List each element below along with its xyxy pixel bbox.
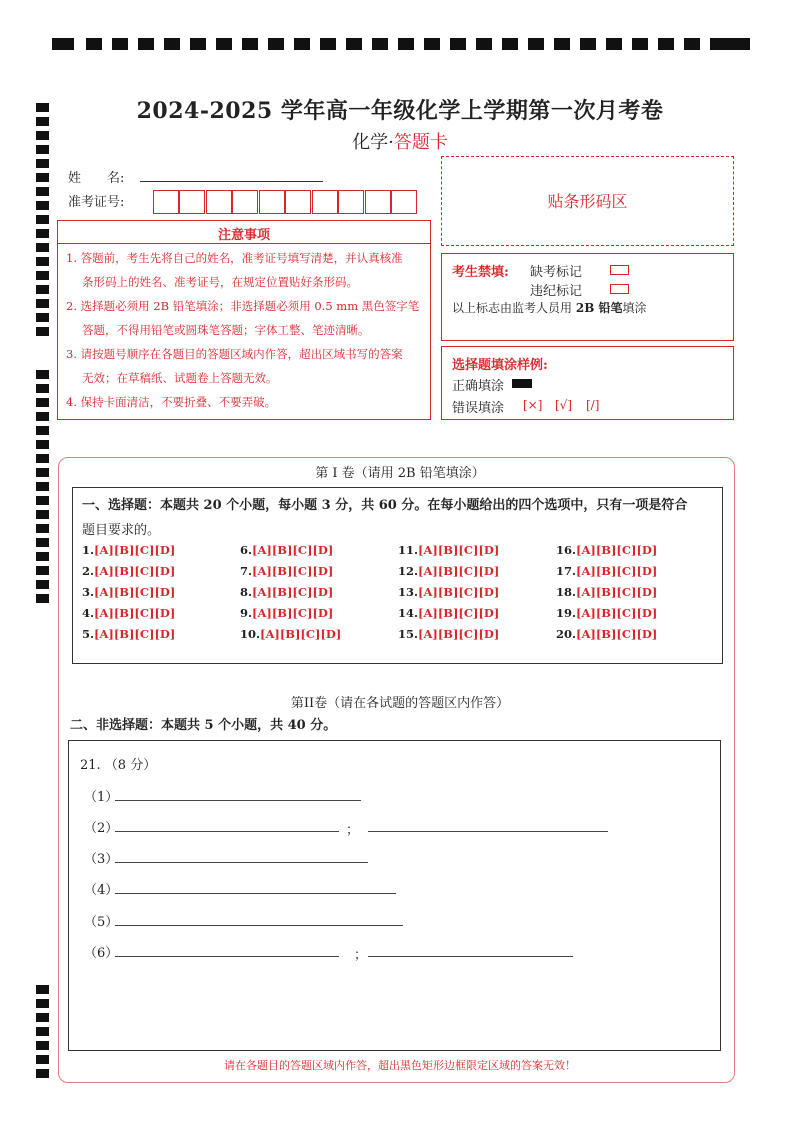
question-9[interactable]: 9.[A][B][C][D] (240, 606, 334, 620)
absent-mark-label: 缺考标记 (530, 265, 583, 280)
wrong-mark-3: [/] (586, 398, 600, 412)
choice-instruction-line2: 题目要求的。 (82, 523, 161, 538)
violation-mark-box[interactable] (610, 284, 629, 294)
question-12[interactable]: 12.[A][B][C][D] (398, 564, 500, 578)
wrong-mark-1: [×] (523, 398, 543, 412)
question-7[interactable]: 7.[A][B][C][D] (240, 564, 334, 578)
question-19[interactable]: 19.[A][B][C][D] (556, 606, 658, 620)
notice-item-4: 4. 保持卡面清洁，不要折叠、不要弄破。 (66, 395, 277, 409)
question-15[interactable]: 15.[A][B][C][D] (398, 627, 500, 641)
subtitle-answer-card: 答题卡 (393, 132, 448, 153)
q21-sub3-label: （3） (84, 852, 119, 867)
question-18[interactable]: 18.[A][B][C][D] (556, 585, 658, 599)
q21-sub6-separator: ； (354, 948, 368, 963)
q21-sub1-answer-line[interactable] (115, 800, 361, 801)
part2-title: 第II卷（请在各试题的答题区内作答） (290, 696, 510, 711)
question-6[interactable]: 6.[A][B][C][D] (240, 543, 334, 557)
question-3[interactable]: 3.[A][B][C][D] (82, 585, 176, 599)
absent-mark-box[interactable] (610, 265, 629, 275)
choice-instruction-line1: 一、选择题：本题共 20 个小题，每小题 3 分，共 60 分。在每小题给出的四个选项中，只有一项是符合 (82, 498, 688, 513)
question-17[interactable]: 17.[A][B][C][D] (556, 564, 658, 578)
answer-area-footer-warning: 请在各题目的答题区域内作答，超出黑色矩形边框限定区域的答案无效！ (224, 1059, 576, 1072)
q21-sub6-answer-line-b[interactable] (368, 956, 573, 957)
q21-sub5-label: （5） (84, 915, 119, 930)
q21-sub4-answer-line[interactable] (115, 893, 396, 894)
barcode-area (441, 156, 734, 246)
wrong-fill-label: 错误填涂 (452, 401, 505, 416)
question-21-box (68, 740, 721, 1051)
name-field[interactable] (140, 181, 323, 182)
question-1[interactable]: 1.[A][B][C][D] (82, 543, 176, 557)
correct-fill-mark (512, 379, 532, 388)
question-13[interactable]: 13.[A][B][C][D] (398, 585, 500, 599)
sample-title: 选择题填涂样例: (452, 358, 548, 373)
q21-sub4-label: （4） (84, 883, 119, 898)
question-16[interactable]: 16.[A][B][C][D] (556, 543, 658, 557)
notice-title: 注意事项 (217, 228, 270, 243)
q21-sub2-answer-line-a[interactable] (115, 831, 339, 832)
forbidden-note: 以上标志由监考人员用 2B 铅笔填涂 (452, 301, 647, 315)
question-10[interactable]: 10.[A][B][C][D] (240, 627, 342, 641)
question-11[interactable]: 11.[A][B][C][D] (398, 543, 500, 557)
question-21-heading: 21. （8 分） (80, 758, 157, 773)
notice-item-1: 1. 答题前，考生先将自己的姓名，准考证号填写清楚，并认真核准 条形码上的姓名、准考证号，在规定位置贴好条形码。 (66, 251, 403, 289)
q21-sub2-separator: ； (346, 823, 360, 838)
question-14[interactable]: 14.[A][B][C][D] (398, 606, 500, 620)
notice-item-3: 3. 请按题号顺序在各题目的答题区域内作答，超出区域书写的答案 无效；在草稿纸、试题卷上答题无效。 (66, 347, 403, 385)
forbidden-title: 考生禁填: (452, 265, 509, 280)
part1-title: 第 I 卷（请用 2B 铅笔填涂） (315, 466, 485, 481)
name-label: 姓 名: (68, 171, 125, 186)
subtitle-subject: 化学· (352, 132, 394, 153)
wrong-mark-2: [√] (555, 398, 573, 412)
violation-mark-label: 违纪标记 (530, 284, 583, 299)
nonchoice-section-title: 二、非选择题：本题共 5 个小题，共 40 分。 (70, 718, 337, 733)
q21-sub5-answer-line[interactable] (115, 925, 403, 926)
correct-fill-label: 正确填涂 (452, 379, 505, 394)
q21-sub6-label: （6） (84, 946, 119, 961)
q21-sub6-answer-line-a[interactable] (115, 956, 339, 957)
q21-sub2-answer-line-b[interactable] (368, 831, 608, 832)
question-2[interactable]: 2.[A][B][C][D] (82, 564, 176, 578)
page-title: 2024-2025 学年高一年级化学上学期第一次月考卷 (136, 98, 664, 124)
question-8[interactable]: 8.[A][B][C][D] (240, 585, 334, 599)
barcode-label: 贴条形码区 (547, 192, 628, 211)
q21-sub3-answer-line[interactable] (115, 862, 368, 863)
question-20[interactable]: 20.[A][B][C][D] (556, 627, 658, 641)
question-5[interactable]: 5.[A][B][C][D] (82, 627, 176, 641)
notice-item-2: 2. 选择题必须用 2B 铅笔填涂；非选择题必须用 0.5 mm 黑色签字笔 答题，不得用铅笔或圆珠笔答题；字体工整、笔迹清晰。 (66, 299, 420, 337)
q21-sub2-label: （2） (84, 821, 119, 836)
question-4[interactable]: 4.[A][B][C][D] (82, 606, 176, 620)
exam-id-label: 准考证号: (68, 195, 125, 210)
q21-sub1-label: （1） (84, 790, 119, 805)
page-subtitle (0, 128, 800, 154)
